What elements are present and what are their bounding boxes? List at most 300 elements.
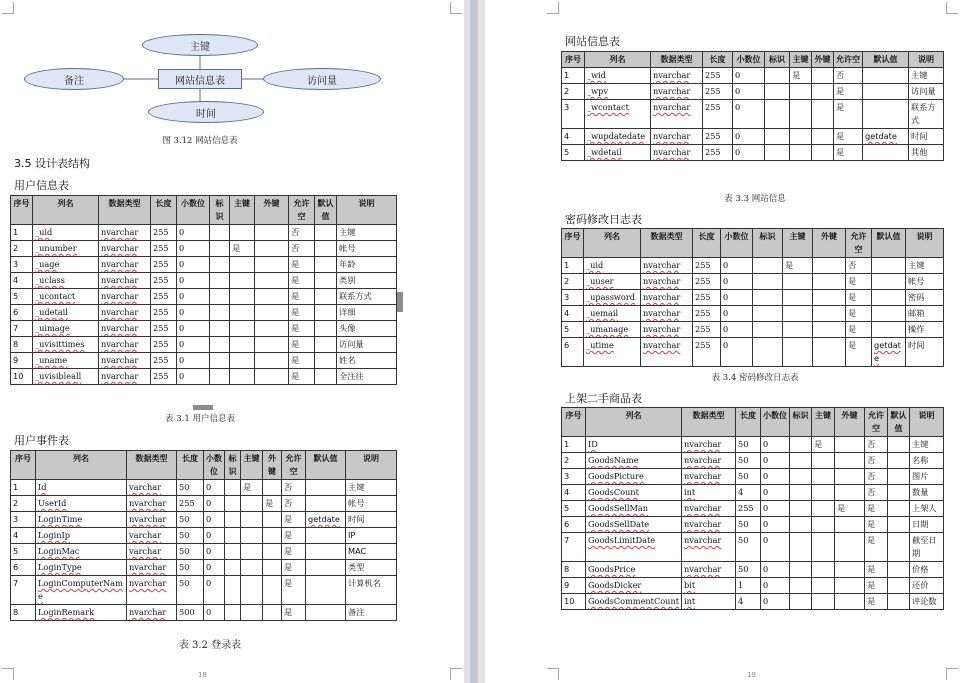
table-cell: [241, 512, 263, 528]
table-cell: [127, 496, 177, 512]
table-cell: 否: [289, 241, 315, 257]
cell-text: nvarchar: [101, 339, 139, 349]
table-cell: [872, 306, 906, 322]
column-header: 默认值: [872, 229, 906, 258]
table-cell: [306, 528, 346, 544]
table-cell: [33, 257, 99, 273]
column-header: 标识: [753, 229, 783, 258]
cell-text: _uid: [35, 227, 53, 237]
cell-text: nvarchar: [684, 535, 722, 545]
table-cell: [33, 337, 99, 353]
table-row: [562, 485, 944, 501]
table-cell: [36, 576, 127, 605]
column-header: 默认值: [863, 52, 909, 68]
table-cell: [241, 576, 263, 605]
table-cell: 255: [693, 258, 721, 274]
table-cell: 是: [289, 369, 315, 385]
table-cell: [230, 305, 255, 321]
cell-text: nvarchar: [101, 227, 139, 237]
table-cell: [255, 353, 289, 369]
cell-text: nvarchar: [101, 355, 139, 365]
cell-text: nvarchar: [684, 439, 722, 449]
crop-mark: [547, 668, 559, 680]
table-cell: 255: [693, 338, 721, 367]
table-row: [562, 290, 944, 306]
table-cell: 否: [865, 485, 888, 501]
table1-caption: 表 3.1 用户信息表: [165, 414, 235, 424]
cell-text: GoodsSellMan: [588, 503, 649, 513]
table-cell: 0: [204, 560, 225, 576]
login-table: [10, 450, 397, 621]
table-cell: 是: [241, 480, 263, 496]
table-cell: 类别: [337, 273, 397, 289]
cell-text: int: [684, 487, 696, 497]
cell-text: GoodsCount: [588, 487, 639, 497]
table-cell: [33, 273, 99, 289]
table-row: [11, 321, 397, 337]
table-cell: [682, 469, 736, 485]
table-cell: [210, 273, 230, 289]
column-header: 序号: [562, 408, 586, 437]
table-row: [562, 517, 944, 533]
table-cell: [584, 290, 641, 306]
table-cell: 评论数: [910, 594, 944, 610]
column-header: 标识: [225, 451, 241, 480]
table-cell: 0: [204, 576, 225, 605]
table-cell: [210, 289, 230, 305]
table-cell: [315, 225, 337, 241]
table-cell: [315, 273, 337, 289]
cell-text: getdate: [865, 131, 897, 141]
column-header: 允许空: [865, 408, 888, 437]
table-cell: 4: [11, 528, 36, 544]
table-cell: 是: [865, 517, 888, 533]
crop-mark: [450, 668, 462, 680]
table-cell: [584, 306, 641, 322]
column-header: 说明: [346, 451, 397, 480]
table-cell: [210, 257, 230, 273]
table-row: [562, 453, 944, 469]
table-cell: 是: [846, 290, 872, 306]
cell-text: nvarchar: [684, 455, 722, 465]
column-header: 外键: [255, 196, 289, 225]
table-cell: [641, 338, 693, 367]
table-cell: 50: [177, 512, 204, 528]
table-cell: [835, 594, 865, 610]
table-cell: 50: [736, 517, 761, 533]
cell-text: LoginType: [38, 562, 82, 572]
table-cell: 10: [11, 369, 33, 385]
table-cell: [753, 274, 783, 290]
cell-text: nvarchar: [653, 102, 691, 112]
table-cell: [872, 258, 906, 274]
table-cell: [753, 258, 783, 274]
table-cell: 0: [721, 306, 753, 322]
table-cell: 255: [151, 289, 177, 305]
table-cell: 备注: [346, 605, 397, 621]
table-cell: 0: [733, 145, 765, 161]
table-cell: [765, 100, 790, 129]
table-cell: [835, 578, 865, 594]
table-row: [11, 353, 397, 369]
table-row: [562, 562, 944, 578]
table-cell: 1: [562, 437, 586, 453]
page-number: 18: [198, 671, 207, 679]
table-cell: [255, 321, 289, 337]
column-header: 说明: [906, 229, 944, 258]
table-cell: [863, 84, 909, 100]
table-cell: 0: [733, 100, 765, 129]
table-cell: 是: [834, 145, 863, 161]
table-cell: [888, 533, 910, 562]
table-cell: [753, 290, 783, 306]
table-cell: [210, 305, 230, 321]
table-cell: [230, 337, 255, 353]
table-cell: 50: [736, 562, 761, 578]
table-cell: [241, 560, 263, 576]
table-cell: [306, 480, 346, 496]
table-cell: 是: [865, 562, 888, 578]
table-cell: [641, 258, 693, 274]
table-cell: 1: [562, 258, 584, 274]
table-cell: [210, 241, 230, 257]
table-cell: [230, 225, 255, 241]
table-cell: [263, 560, 282, 576]
table-cell: MAC: [346, 544, 397, 560]
cell-text: int: [684, 596, 696, 606]
table-row: [11, 289, 397, 305]
crop-mark: [946, 668, 958, 680]
column-header: 数据类型: [99, 196, 151, 225]
table-cell: [872, 322, 906, 338]
table-cell: [790, 129, 812, 145]
column-header: 数据类型: [641, 229, 693, 258]
table-cell: [835, 533, 865, 562]
table-cell: [33, 321, 99, 337]
table-cell: [586, 562, 682, 578]
table-header-row: [562, 229, 944, 258]
column-header: 允许空: [846, 229, 872, 258]
cell-text: _wpv: [587, 86, 608, 96]
column-header: 主键: [230, 196, 255, 225]
table-cell: 截至日期: [910, 533, 944, 562]
table-cell: 0: [733, 129, 765, 145]
cell-text: _umanage: [586, 324, 629, 334]
table-cell: 0: [177, 241, 210, 257]
column-header: 说明: [337, 196, 397, 225]
table-cell: [36, 605, 127, 621]
table-cell: [812, 84, 834, 100]
table-cell: 是: [263, 496, 282, 512]
table-cell: [812, 453, 835, 469]
table-cell: [230, 273, 255, 289]
cell-text: nvarchar: [129, 514, 167, 524]
table-cell: 7: [562, 533, 586, 562]
cell-text: nvarchar: [684, 564, 722, 574]
table-cell: 访问量: [337, 337, 397, 353]
table-cell: 0: [761, 501, 790, 517]
table-cell: [682, 578, 736, 594]
table-cell: [682, 517, 736, 533]
column-header: 长度: [736, 408, 761, 437]
table-cell: 是: [289, 353, 315, 369]
table-cell: [586, 578, 682, 594]
table-cell: [753, 322, 783, 338]
table-cell: 255: [703, 145, 733, 161]
column-header: 长度: [177, 451, 204, 480]
table-cell: 是: [289, 305, 315, 321]
table-cell: 0: [733, 84, 765, 100]
table-cell: 2: [11, 496, 36, 512]
table-cell: [790, 145, 812, 161]
cell-text: _uid: [586, 260, 604, 270]
table-cell: [812, 517, 835, 533]
table-cell: 是: [289, 337, 315, 353]
table-cell: 3: [11, 512, 36, 528]
column-header: 小数位: [177, 196, 210, 225]
table-cell: [641, 322, 693, 338]
cell-text: _uuser: [586, 276, 614, 286]
column-header: 列名: [36, 451, 127, 480]
table-cell: [586, 485, 682, 501]
cell-text: varchar: [129, 482, 162, 492]
cell-text: nvarchar: [643, 340, 681, 350]
cell-text: GoodsDicker: [588, 580, 642, 590]
table-resize-handle[interactable]: [397, 292, 403, 312]
column-header: 允许空: [289, 196, 315, 225]
table-cell: [255, 257, 289, 273]
table-cell: [888, 469, 910, 485]
page-gap-stripe: [470, 0, 478, 683]
table-cell: 255: [151, 241, 177, 257]
table-row: [562, 68, 944, 84]
table-cell: [263, 512, 282, 528]
cell-text: _uage: [35, 259, 60, 269]
table-cell: 0: [721, 274, 753, 290]
cell-text: GoodsLimitDate: [588, 535, 656, 545]
table-cell: 0: [761, 485, 790, 501]
table-cell: 是: [835, 501, 865, 517]
table-cell: [225, 544, 241, 560]
table-cell: [813, 274, 846, 290]
table-cell: 0: [761, 469, 790, 485]
table-cell: 其他: [909, 145, 944, 161]
table-cell: 1: [11, 480, 36, 496]
table-cell: 6: [11, 560, 36, 576]
cell-text: nvarchar: [101, 259, 139, 269]
table-cell: 年龄: [337, 257, 397, 273]
attribute-time: 时间: [148, 101, 264, 123]
table-cell: 3: [562, 469, 586, 485]
table-cell: 0: [204, 480, 225, 496]
table-cell: 否: [282, 480, 306, 496]
column-header: 主键: [783, 229, 813, 258]
table-cell: 日期: [910, 517, 944, 533]
table-cell: [263, 576, 282, 605]
table-cell: [888, 562, 910, 578]
cell-text: nvarchar: [643, 292, 681, 302]
column-header: 默认值: [306, 451, 346, 480]
table-cell: 50: [736, 469, 761, 485]
column-header: 长度: [151, 196, 177, 225]
table-cell: 全注往: [337, 369, 397, 385]
table-cell: 6: [562, 517, 586, 533]
table-cell: 5: [562, 501, 586, 517]
table-cell: 是: [834, 129, 863, 145]
table-cell: [306, 560, 346, 576]
cell-text: Id: [38, 482, 47, 492]
table-cell: [641, 274, 693, 290]
table-cell: 名称: [910, 453, 944, 469]
table-row: [562, 578, 944, 594]
table-cell: [790, 578, 812, 594]
table-cell: [835, 485, 865, 501]
table-cell: [210, 225, 230, 241]
site-info-table: [561, 51, 944, 161]
table-cell: [241, 528, 263, 544]
table-cell: [585, 145, 651, 161]
table-cell: 255: [177, 496, 204, 512]
column-header: 允许空: [834, 52, 863, 68]
table-cell: [99, 305, 151, 321]
table-cell: [888, 578, 910, 594]
table-cell: [315, 321, 337, 337]
table-cell: [586, 437, 682, 453]
table-row: [11, 337, 397, 353]
table-cell: [586, 453, 682, 469]
table-cell: [813, 306, 846, 322]
table-cell: [863, 68, 909, 84]
table-cell: 50: [177, 560, 204, 576]
table-cell: 是: [812, 437, 835, 453]
table-row: [11, 576, 397, 605]
column-header: 小数位: [761, 408, 790, 437]
table-cell: 是: [834, 84, 863, 100]
column-header: 序号: [562, 229, 584, 258]
table-cell: 否: [834, 68, 863, 84]
table-resize-handle[interactable]: [193, 405, 213, 410]
table-cell: 3: [562, 290, 584, 306]
table-cell: [36, 544, 127, 560]
table-cell: [783, 306, 813, 322]
table-cell: 5: [562, 322, 584, 338]
page-19: [485, 0, 960, 683]
table-cell: 是: [846, 274, 872, 290]
cell-text: _uvisibleall: [35, 371, 82, 381]
table-cell: 0: [761, 437, 790, 453]
cell-text: nvarchar: [684, 471, 722, 481]
table-cell: [263, 544, 282, 560]
table-row: [562, 129, 944, 145]
table-cell: [812, 145, 834, 161]
table-cell: 主键: [910, 437, 944, 453]
table-cell: [586, 533, 682, 562]
table-cell: [765, 84, 790, 100]
table-cell: [790, 562, 812, 578]
table-cell: 50: [177, 528, 204, 544]
table-row: [11, 241, 397, 257]
table-cell: [127, 480, 177, 496]
cell-text: _wid: [587, 70, 606, 80]
table-cell: [263, 605, 282, 621]
table-cell: 5: [11, 289, 33, 305]
cell-text: nvarchar: [684, 519, 722, 529]
table-cell: [790, 84, 812, 100]
table-cell: [315, 337, 337, 353]
table-cell: [255, 369, 289, 385]
table-cell: 50: [736, 453, 761, 469]
table-row: [562, 274, 944, 290]
table-cell: [682, 437, 736, 453]
table-cell: [255, 305, 289, 321]
table-cell: 0: [761, 594, 790, 610]
table-cell: 上架人: [910, 501, 944, 517]
table-cell: 是: [865, 578, 888, 594]
crop-mark: [450, 2, 462, 14]
table-cell: 联系方式: [909, 100, 944, 129]
table-cell: [127, 544, 177, 560]
table-cell: 0: [721, 338, 753, 367]
table-row: [562, 469, 944, 485]
table3-title: 网站信息表: [565, 35, 620, 48]
table-cell: [210, 337, 230, 353]
table-cell: 帐号: [906, 274, 944, 290]
table-cell: 主键: [906, 258, 944, 274]
cell-text: getdate: [874, 340, 901, 363]
table-row: [562, 306, 944, 322]
password-log-table: [561, 228, 944, 367]
table-cell: [210, 369, 230, 385]
table-cell: [888, 453, 910, 469]
cell-text: nvarchar: [101, 243, 139, 253]
table-cell: [812, 533, 835, 562]
table2-title: 用户事件表: [14, 434, 69, 447]
cell-text: varchar: [129, 546, 162, 556]
table-cell: [783, 322, 813, 338]
user-info-table: [10, 195, 397, 385]
table-cell: 1: [736, 578, 761, 594]
table-cell: 是: [834, 100, 863, 129]
table-cell: 1: [11, 225, 33, 241]
table-row: [11, 544, 397, 560]
cell-text: GoodsName: [588, 455, 639, 465]
table-cell: [255, 241, 289, 257]
attribute-visits: 访问量: [263, 68, 381, 90]
cell-text: _uvisittimes: [35, 339, 85, 349]
table-cell: 8: [11, 605, 36, 621]
table-cell: [225, 560, 241, 576]
cell-text: UserId: [38, 498, 67, 508]
cell-text: nvarchar: [129, 498, 167, 508]
table-cell: [36, 512, 127, 528]
table-row: [562, 145, 944, 161]
table-cell: 价格: [910, 562, 944, 578]
table-cell: [812, 485, 835, 501]
table-cell: 0: [177, 353, 210, 369]
table-cell: 50: [736, 437, 761, 453]
column-header: 默认值: [315, 196, 337, 225]
table-cell: 是: [865, 533, 888, 562]
table-cell: 7: [11, 321, 33, 337]
table-cell: [682, 533, 736, 562]
table-cell: [641, 306, 693, 322]
table-cell: [127, 528, 177, 544]
cell-text: varchar: [129, 530, 162, 540]
table-cell: [753, 306, 783, 322]
table-cell: 0: [761, 578, 790, 594]
table-cell: 7: [11, 576, 36, 605]
table-cell: [36, 528, 127, 544]
